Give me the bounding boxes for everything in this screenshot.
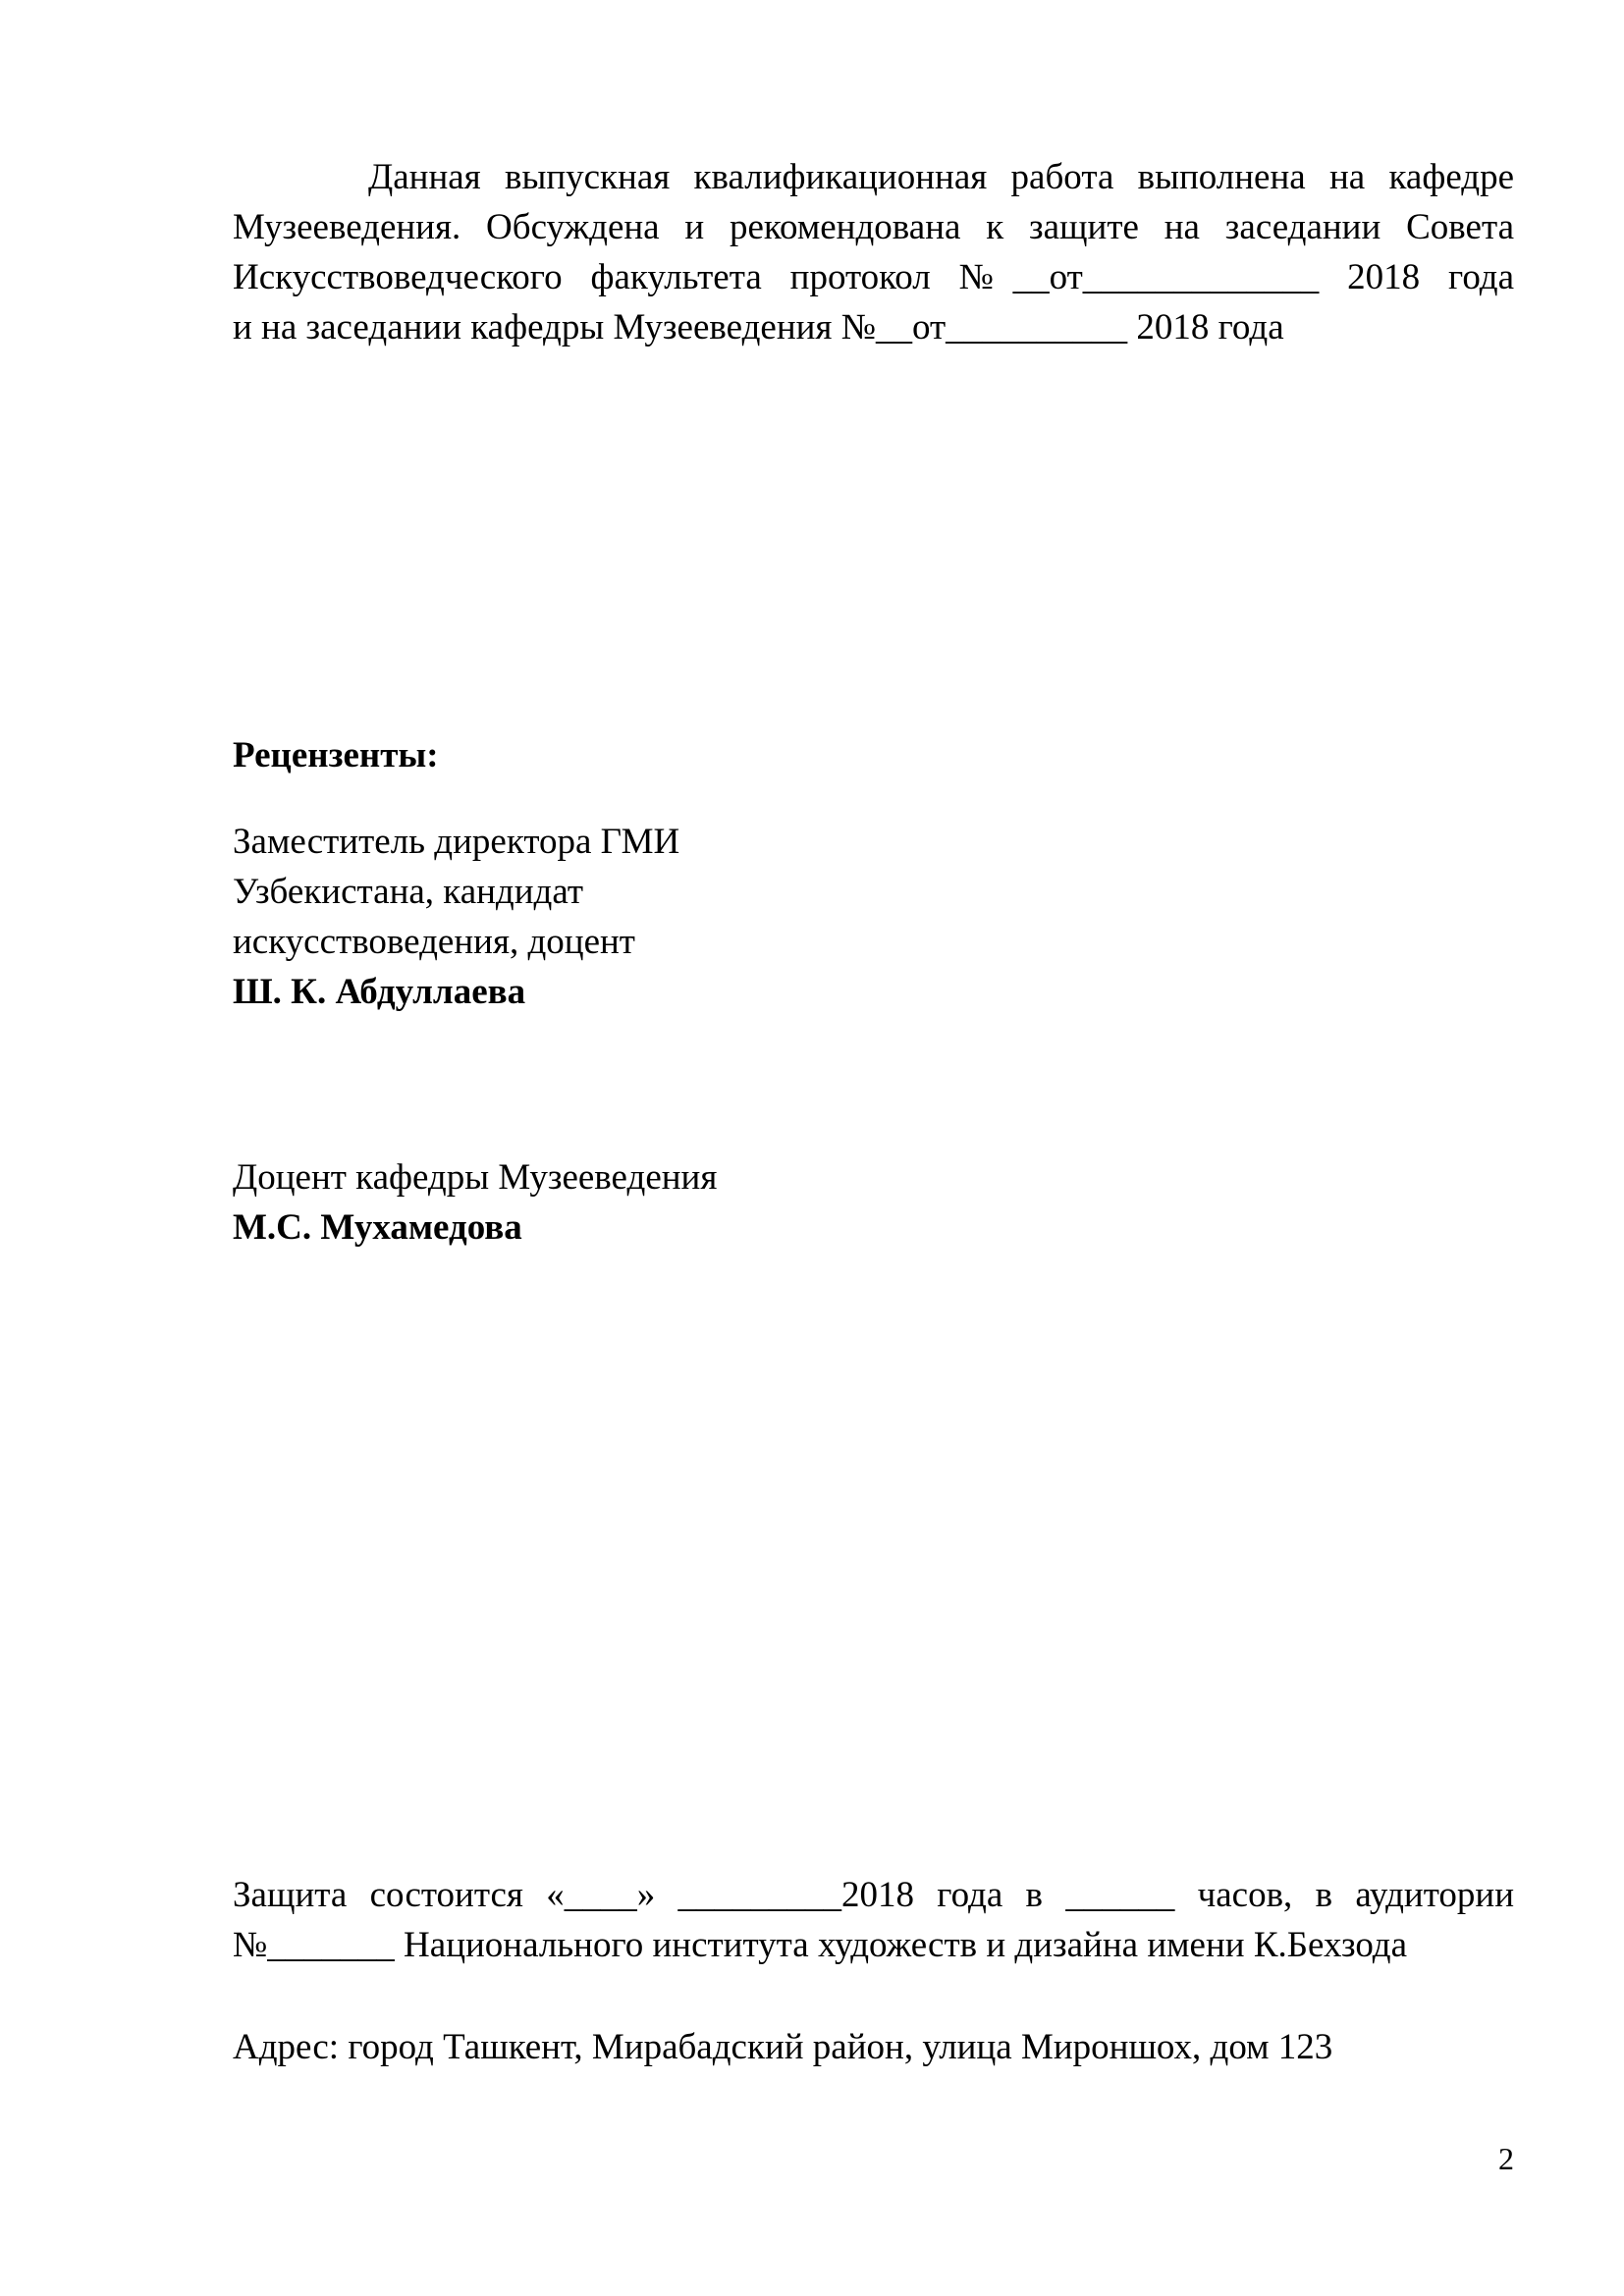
reviewer-second	[233, 1152, 1514, 1253]
paragraph-line: №_______ Национального института художеств и дизайна имени К.Бехзода	[233, 1925, 1408, 1965]
reviewers-heading: Рецензенты:	[233, 735, 439, 775]
reviewer-name: Ш. К. Абдуллаева	[233, 972, 526, 1012]
approval-paragraph	[233, 152, 1514, 352]
reviewer-position-line: искусствоведения, доцент	[233, 922, 635, 962]
reviewer-position-line: Заместитель директора ГМИ	[233, 822, 680, 862]
paragraph-line: и на заседании кафедры Музееведения №__от__________ 2018 года	[233, 307, 1284, 347]
page-number: 2	[1498, 2141, 1514, 2176]
address-line: Адрес: город Ташкент, Мирабадский район, улица Мироншох, дом 123	[233, 2027, 1333, 2067]
paragraph-line: Защита состоится «____» _________2018 года в ______ часов, в аудитории	[233, 1875, 1514, 1915]
reviewer-name: М.С. Мухамедова	[233, 1207, 522, 1248]
reviewer-first	[233, 817, 1514, 1017]
defense-paragraph	[233, 1870, 1514, 1970]
paragraph-line: Данная выпускная квалификационная работа выполнена на кафедре	[368, 157, 1514, 197]
paragraph-line: Искусствоведческого факультета протокол №__от_____________ 2018 года	[233, 257, 1514, 297]
reviewer-position-line: Узбекистана, кандидат	[233, 872, 584, 912]
paragraph-line: Музееведения. Обсуждена и рекомендована к защите на заседании Совета	[233, 207, 1514, 247]
reviewer-position-line: Доцент кафедры Музееведения	[233, 1157, 718, 1198]
